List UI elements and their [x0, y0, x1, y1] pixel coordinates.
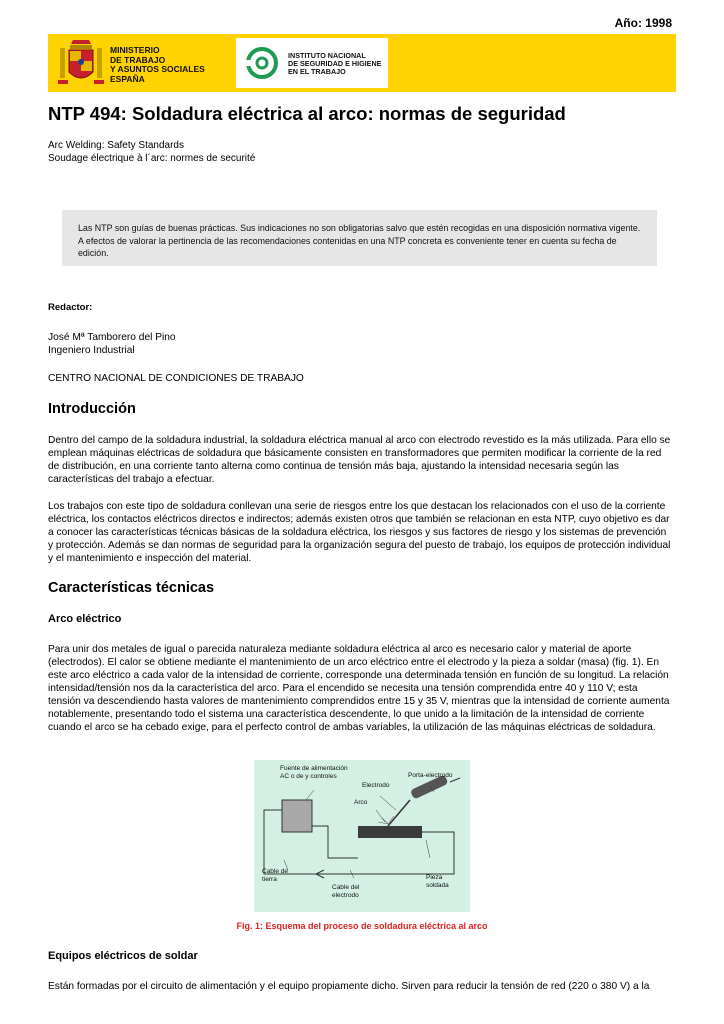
subsection-heading-arc: Arco eléctrico — [48, 613, 122, 625]
intro-paragraph-1: Dentro del campo de la soldadura industrial, la soldadura eléctrica manual al arco con electrodo revestido es la más utilizada. Para ello se emplean máquinas eléctricas de soldadura que básicamente consisten en transformadores que permiten modificar la corriente de la red de distribución, en una corriente tanto alterna como continua de tensión más baja, ajustando la intensidad necesaria según las características del trabajo a efectuar. — [48, 435, 671, 485]
subtitle-english: Arc Welding: Safety Standards — [48, 140, 184, 151]
arc-paragraph-1: Para unir dos metales de igual o parecida naturaleza mediante soldadura eléctrica al arco es necesario calor y material de aporte (electrodos). El calor se obtiene mediante el mantenimiento de un arco eléctrico entre el electrodo y la pieza a soldar (masa) (fig. 1). En este arco eléctrico a cada valor de la intensidad de corriente, corresponde una determinada tensión en función de su longitud. La relación intensidad/tensión nos da la característica del arco. Para el encendido se necesita una tensión comprendida entre 40 y 110 V; esta tensión va descendiendo hasta valores de mantenimiento comprendidos entre 15 y 35 V, mientras que la intensidad de corriente aumenta notablemente, presentando todo el sistema una característica descendente, lo que unido a la limitación de la intensidad de corriente cuando el arco se ha cebado exige, para el perfecto control de ambas variables, la utilización de las máquinas eléctricas de soldadura. — [48, 644, 670, 733]
page-title: NTP 494: Soldadura eléctrica al arco: normas de seguridad — [48, 103, 566, 124]
label-electrode: Electrodo — [362, 782, 390, 789]
year-label: Año: 1998 — [614, 16, 672, 30]
author-role: Ingeniero Industrial — [48, 345, 135, 356]
ministry-logo-text: MINISTERIO DE TRABAJO Y ASUNTOS SOCIALES ESPAÑA — [110, 45, 205, 84]
institute-emblem-icon — [246, 47, 278, 79]
label-ground-cable: Cable de tierra — [262, 868, 289, 883]
author-name: José Mª Tamborero del Pino — [48, 332, 176, 343]
intro-paragraph-2: Los trabajos con este tipo de soldadura conllevan una serie de riesgos entre los que destacan los relacionados con el uso de la corriente eléctrica, los contactos eléctricos directos e indirectos; además existen otros que también se relacionan en esta NTP, cuyo objetivo es dar a conocer las características técnicas básicas de la soldadura eléctrica, los riesgos y sus factores de riesgo y los sistemas de prevención y protección. Además se dan normas de seguridad para la organización segura del puesto de trabajo, los equipos de protección individual y el mantenimiento e inspección del material. — [48, 501, 671, 564]
disclaimer-text: Las NTP son guías de buenas prácticas. Sus indicaciones no son obligatorias salvo que estén recogidas en una disposición normativa vigente. A efectos de valorar la pertinencia de las recomendaciones contenidas en una NTP concreta es conveniente tener en cuenta su fecha de edición. — [78, 223, 641, 258]
label-arc: Arco — [354, 799, 368, 806]
welding-diagram — [254, 760, 470, 912]
institute-logo-text: INSTITUTO NACIONAL DE SEGURIDAD E HIGIENE EN EL TRABAJO — [288, 51, 382, 76]
disclaimer-box — [62, 210, 657, 266]
figure-caption: Fig. 1: Esquema del proceso de soldadura eléctrica al arco — [236, 921, 488, 931]
institute-logo — [236, 38, 388, 88]
author-label: Redactor: — [48, 302, 93, 313]
label-electrode-holder: Porta-electrodo — [408, 772, 453, 779]
label-workpiece: Pieza soldada — [426, 874, 449, 889]
coat-of-arms-icon — [58, 38, 104, 88]
label-power-source: Fuente de alimentación AC o de y controles — [280, 765, 348, 780]
section-heading-intro: Introducción — [48, 401, 136, 417]
equipment-paragraph-1: Están formadas por el circuito de alimentación y el equipo propiamente dicho. Sirven para reducir la tensión de red (220 o 380 V) a la — [48, 981, 650, 992]
ministry-logo — [58, 38, 238, 88]
section-heading-technical: Características técnicas — [48, 580, 215, 596]
subtitle-french: Soudage électrique à l´arc: normes de securité — [48, 153, 256, 164]
logo-banner — [48, 34, 676, 92]
label-electrode-cable: Cable del electrodo — [332, 884, 360, 899]
author-center: CENTRO NACIONAL DE CONDICIONES DE TRABAJO — [48, 373, 304, 384]
subsection-heading-equipment: Equipos eléctricos de soldar — [48, 950, 198, 962]
